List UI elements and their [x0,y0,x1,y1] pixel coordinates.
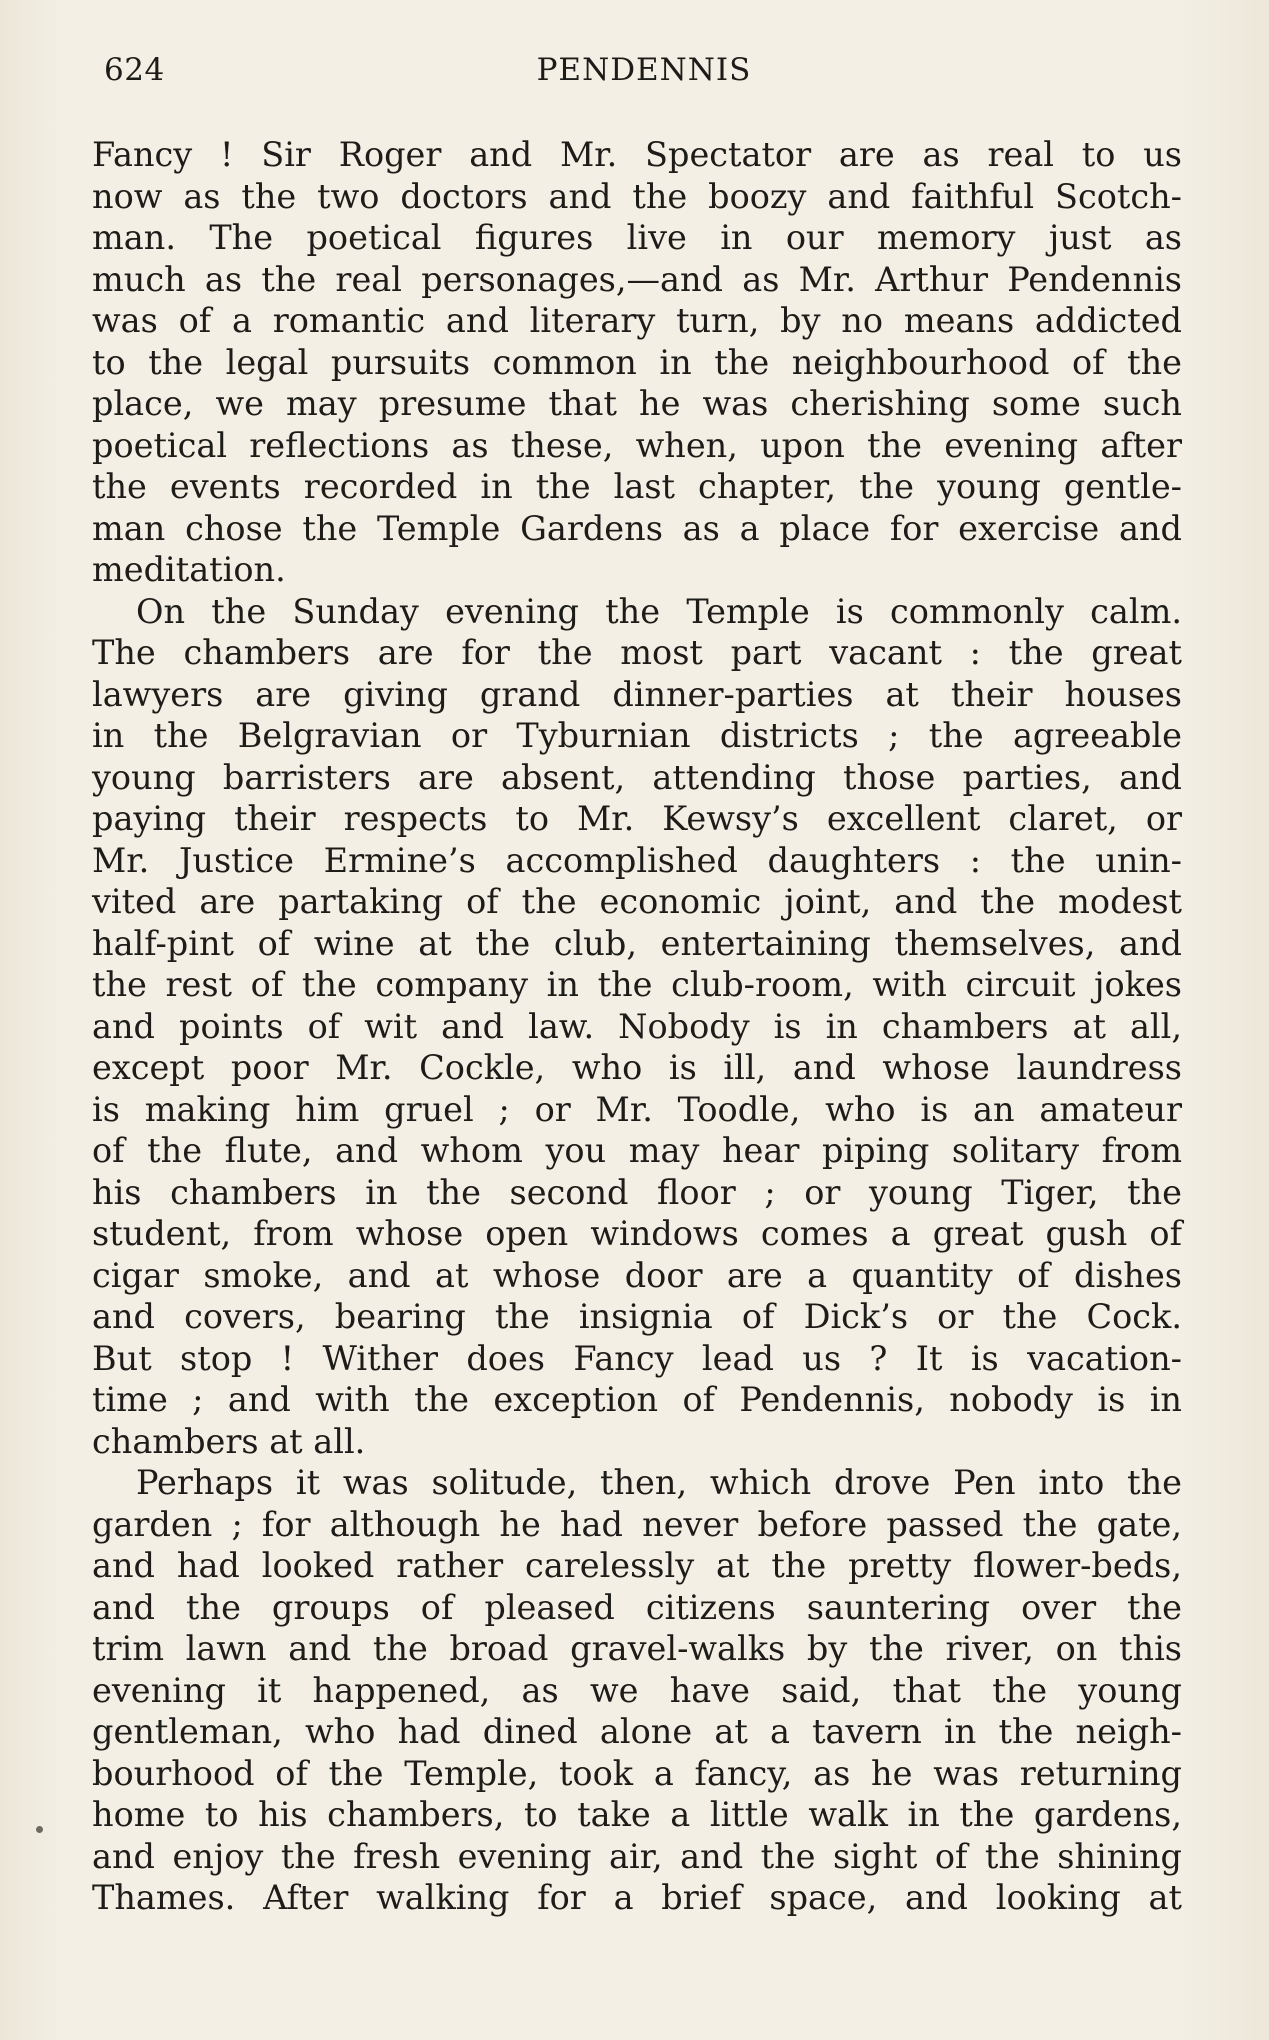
text-line: But stop ! Wither does Fancy lead us ? It is vacation- [92,1338,1182,1378]
margin-ink-mark [36,1826,43,1833]
text-line: home to his chambers, to take a little walk in the gardens, [92,1795,1182,1834]
text-line: bourhood of the Temple, took a fancy, as he was returning [92,1753,1182,1793]
paragraph [92,1462,1182,1919]
text-line: much as the real personages,—and as Mr. Arthur Pendennis [92,259,1182,299]
text-line: Mr. Justice Ermine’s accomplished daughters : the unin- [92,840,1182,880]
text-line: man chose the Temple Gardens as a place for exercise and [92,508,1182,548]
text-line: and points of wit and law. Nobody is in chambers at all, [92,1006,1182,1046]
text-line: gentleman, who had dined alone at a tavern in the neigh- [92,1712,1182,1751]
text-line: young barristers are absent, attending those parties, and [92,757,1182,797]
text-line: cigar smoke, and at whose door are a quantity of dishes [92,1255,1182,1295]
text-line: the events recorded in the last chapter, the young gentle- [92,467,1182,506]
text-line: except poor Mr. Cockle, who is ill, and whose laundress [92,1048,1182,1087]
paragraph [92,134,1182,591]
text-line: student, from whose open windows comes a great gush of [92,1214,1182,1253]
page-number: 624 [104,52,165,88]
page-header [104,52,1184,102]
text-line: was of a romantic and literary turn, by no means addicted [92,301,1182,340]
text-line: place, we may presume that he was cherishing some such [92,384,1182,423]
text-line: The chambers are for the most part vacant : the great [92,633,1182,672]
paragraph [92,591,1182,1463]
text-line: and the groups of pleased citizens sauntering over the [92,1587,1182,1627]
text-line: meditation. [92,550,286,589]
text-line: in the Belgravian or Tyburnian districts ; the agreeable [92,716,1182,755]
text-line: time ; and with the exception of Pendennis, nobody is in [92,1380,1182,1419]
text-line: to the legal pursuits common in the neighbourhood of the [92,342,1182,382]
text-line: and covers, bearing the insignia of Dick’s or the Cock. [92,1297,1182,1336]
text-line: and enjoy the fresh evening air, and the sight of the shining [92,1836,1182,1876]
text-line: the rest of the company in the club-room, with circuit jokes [92,965,1182,1004]
body-text [92,134,1182,1919]
text-line: is making him gruel ; or Mr. Toodle, who is an amateur [92,1089,1182,1129]
text-line: lawyers are giving grand dinner-parties at their houses [92,674,1182,714]
text-line: evening it happened, as we have said, that the young [92,1670,1182,1710]
text-line: trim lawn and the broad gravel-walks by the river, on this [92,1629,1182,1668]
text-line: Perhaps it was solitude, then, which drove Pen into the [136,1463,1182,1502]
text-line: Fancy ! Sir Roger and Mr. Spectator are as real to us [92,135,1182,174]
text-line: now as the two doctors and the boozy and faithful Scotch- [92,176,1182,216]
text-line: of the flute, and whom you may hear piping solitary from [92,1131,1182,1170]
text-line: garden ; for although he had never before passed the gate, [92,1504,1182,1544]
text-line: vited are partaking of the economic joint, and the modest [92,882,1182,921]
text-line: his chambers in the second floor ; or young Tiger, the [92,1172,1182,1212]
text-line: man. The poetical figures live in our memory just as [92,218,1182,257]
text-line: paying their respects to Mr. Kewsy’s excellent claret, or [92,799,1182,838]
running-title: PENDENNIS [536,52,752,88]
text-line: On the Sunday evening the Temple is commonly calm. [136,591,1182,631]
text-line: poetical reflections as these, when, upon the evening after [92,425,1182,465]
text-line: and had looked rather carelessly at the pretty flower-beds, [92,1546,1182,1585]
text-line: chambers at all. [92,1421,366,1461]
text-line: Thames. After walking for a brief space, and looking at [92,1878,1182,1917]
text-line: half-pint of wine at the club, entertaining themselves, and [92,923,1182,963]
